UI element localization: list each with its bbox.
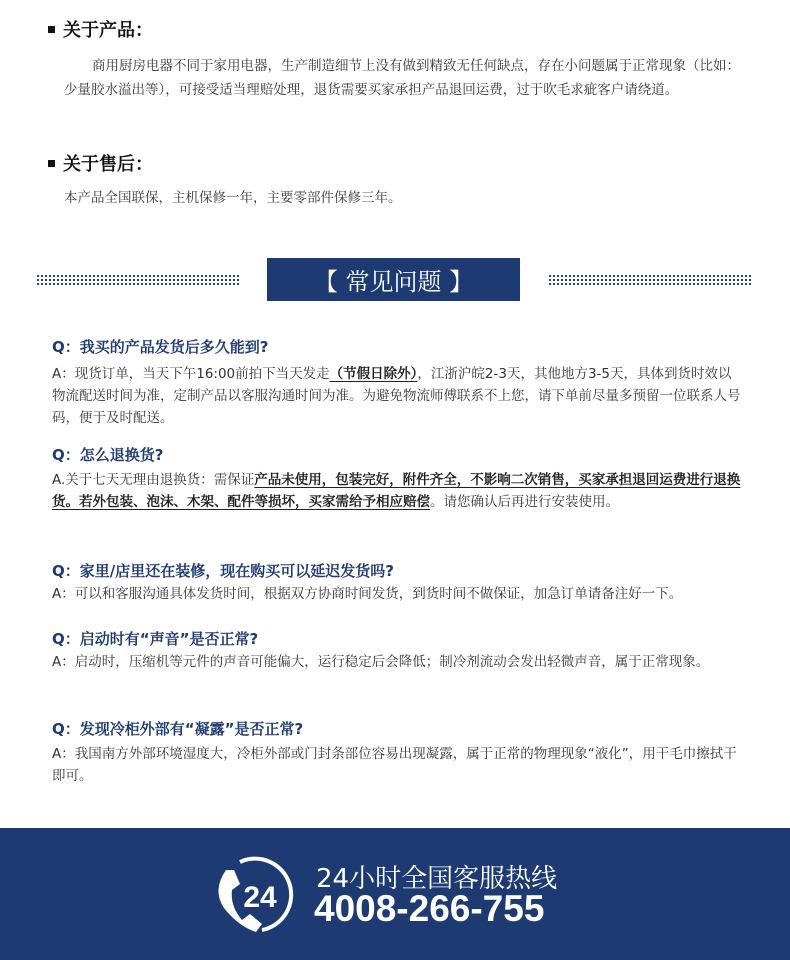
faq-answer	[52, 469, 744, 513]
faq-item	[52, 628, 744, 673]
bullet-icon	[48, 26, 55, 33]
faq-answer: A：我国南方外部环境湿度大，冷柜外部或门封条部位容易出现凝露，属于正常的物理现象“液化”，用干毛巾擦拭干即可。	[52, 746, 737, 784]
faq-answer	[52, 363, 744, 429]
faq-item	[52, 560, 744, 605]
answer-text: A：现货订单，当天下午16:00前拍下当天发走	[52, 366, 330, 382]
faq-question: Q：发现冷柜外部有“凝露”是否正常?	[52, 720, 304, 738]
faq-question: Q：我买的产品发货后多久能到?	[52, 338, 269, 356]
faq-question: Q：家里/店里还在装修，现在购买可以延迟发货吗?	[52, 562, 394, 580]
faq-item	[52, 718, 744, 787]
bullet-icon	[48, 160, 55, 167]
faq-answer: A：可以和客服沟通具体发货时间，根据双方协商时间发货，到货时间不做保证，加急订单请备注好一下。	[52, 586, 683, 602]
faq-title: 【 常见问题 】	[267, 258, 520, 301]
product-heading	[48, 16, 153, 42]
faq-item	[52, 336, 744, 429]
answer-text: 。请您确认后再进行安装使用。	[430, 494, 619, 510]
answer-text: A.关于七天无理由退换货：需保证	[52, 472, 255, 488]
answer-bold: 产品未使用，包装完好，附件齐全，不影响二次销售，买家承担退回运费进行退换货。若外包装、泡沫、木架、配件等损坏，买家需给予相应赔偿	[52, 472, 741, 510]
aftersale-text: 本产品全国联保，主机保修一年，主要零部件保修三年。	[64, 190, 402, 206]
faq-question: Q：怎么退换货?	[52, 446, 164, 464]
answer-text: ，江浙沪皖2-3天，其他地方3-5天，具体到货时效以物流配送时间为准，定制产品以客服沟通时间为准。为避免物流师傅联系不上您，请下单前尽量多预留一位联系人号码，便于及时配送。	[52, 366, 741, 426]
product-title: 关于产品：	[63, 20, 153, 41]
hotline-footer	[0, 828, 790, 960]
aftersale-title: 关于售后：	[63, 154, 153, 175]
product-text: 商用厨房电器不同于家用电器，生产制造细节上没有做到精致无任何缺点，存在小问题属于正常现象（比如：少量胶水溢出等），可接受适当理赔处理，退货需要买家承担产品退回运费，过于吹毛求疵客户请绕道。	[64, 58, 740, 98]
aftersale-heading	[48, 150, 153, 176]
hotline-number: 4008-266-755	[314, 888, 545, 929]
faq-question: Q：启动时有“声音”是否正常?	[52, 630, 259, 648]
svg-text:24: 24	[243, 881, 277, 914]
divider-dots-right	[548, 274, 752, 286]
phone-24h-icon	[210, 850, 300, 940]
faq-answer: A：启动时，压缩机等元件的声音可能偏大，运行稳定后会降低；制冷剂流动会发出轻微声音，属于正常现象。	[52, 654, 710, 670]
answer-bold: （节假日除外）	[329, 366, 418, 382]
faq-item	[52, 444, 744, 513]
hotline-label: 24小时全国客服热线	[316, 864, 558, 894]
divider-dots-left	[36, 274, 240, 286]
